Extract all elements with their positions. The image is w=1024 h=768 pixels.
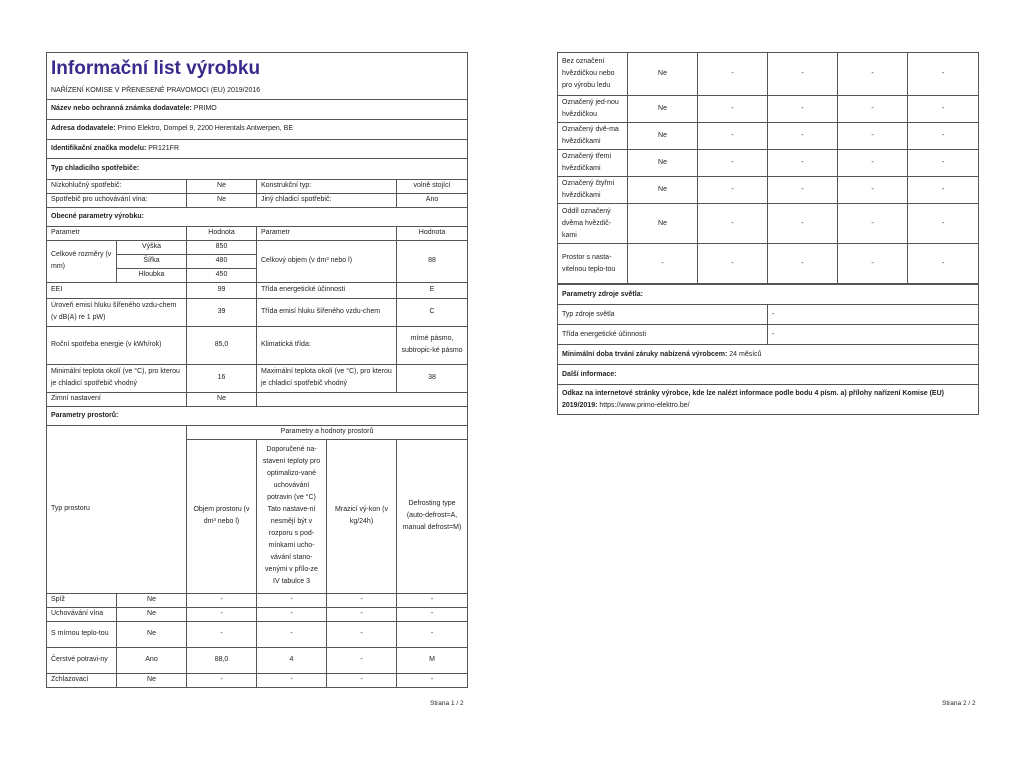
eei-value: 99 [187, 282, 257, 298]
volume-value: 88 [397, 240, 468, 282]
warranty-row: Minimální doba trvání záruky nabízená výrobcem: 24 měsíců [558, 345, 979, 365]
light-header: Parametry zdroje světla: [558, 285, 979, 305]
dimensions-label: Celkové rozměry (v mm) [47, 240, 117, 282]
compartment-header: Parametry prostorů: [47, 406, 468, 425]
manufacturer-link-row: Odkaz na internetové stránky výrobce, kde lze nalézt informace podle bodu 4 písm. a) přílohy nařízení Komise (EU) 2019/2019: https://www.primo-elektro.be/ [558, 385, 979, 415]
compartment-continuation-table [557, 52, 979, 284]
model-row: Identifikační značka modelu: PR121FR [47, 139, 468, 158]
annual-energy-label: Roční spotřeba energie (v kWh/rok) [47, 326, 187, 364]
compartment-row: Označený dvě-ma hvězdičkami Ne - - - - [558, 123, 979, 150]
supplier-address-row: Adresa dodavatele: Primo Elektro, Dompel 9, 2200 Herentals Antwerpen, BE [47, 119, 468, 139]
annual-energy-value: 85,0 [187, 326, 257, 364]
eei-label: EEI [47, 282, 187, 298]
light-type-value: - [768, 305, 979, 325]
general-column-headers: Parametr Hodnota Parametr Hodnota [47, 226, 468, 240]
type-row: Spotřebič pro uchovávání vína: Ne Jiný chladicí spotřebič: Ano [47, 193, 468, 207]
compartment-defrost-header: Defrosting type (auto-defrost=A, manual defrost=M) [397, 439, 468, 593]
depth-value: 450 [187, 268, 257, 282]
compartment-row: Spíž Ne - - - - [47, 593, 468, 607]
climate-label: Klimatická třída: [257, 326, 397, 364]
width-value: 480 [187, 254, 257, 268]
compartment-row: Oddíl označený dvěma hvězdič-kami Ne - - - - [558, 204, 979, 244]
max-temp-label: Maximální teplota okolí (ve °C), pro kterou je chladicí spotřebič vhodný [257, 364, 397, 392]
general-header: Obecné parametry výrobku: [47, 207, 468, 226]
compartment-row: Čerstvé potravi-ny Ano 88,0 4 - M [47, 647, 468, 673]
compartment-row: Uchovávání vína Ne - - - - [47, 607, 468, 621]
energy-class-value: E [397, 282, 468, 298]
compartment-row: Označený třemi hvězdičkami Ne - - - - [558, 150, 979, 177]
noise-class-value: C [397, 298, 468, 326]
compartment-temp-header: Doporučené na-stavení teploty pro optimalizo-vané uchovávání potravin (ve °C) Tato nastave-ní nesmějí být v rozporu s pod-mínkami ucho-vávání stano-venými v přílo-ze IV tabulce 3 [257, 439, 327, 593]
min-temp-value: 16 [187, 364, 257, 392]
max-temp-value: 38 [397, 364, 468, 392]
compartment-volume-header: Objem prostoru (v dm³ nebo l) [187, 439, 257, 593]
winter-value: Ne [187, 392, 257, 406]
type-header: Typ chladicího spotřebiče: [47, 158, 468, 179]
page-2 [557, 52, 978, 415]
light-type-label: Typ zdroje světla [558, 305, 768, 325]
volume-label: Celkový objem (v dm³ nebo l) [257, 240, 397, 282]
height-value: 850 [187, 240, 257, 254]
height-label: Výška [117, 240, 187, 254]
min-temp-label: Minimální teplota okolí (ve °C), pro kterou je chladicí spotřebič vhodný [47, 364, 187, 392]
compartment-row: Zchlazovací Ne - - - - [47, 673, 468, 687]
compartment-params-header: Parametry a hodnoty prostorů [187, 425, 468, 439]
compartment-row: Bez označení hvězdičkou nebo pro výrobu ledu Ne - - - - [558, 53, 979, 96]
page-1-footer: Strana 1 / 2 [430, 700, 464, 707]
light-class-value: - [768, 325, 979, 345]
noise-class-label: Třída emisí hluku šířeného vzdu-chem [257, 298, 397, 326]
depth-label: Hloubka [117, 268, 187, 282]
page-1 [46, 52, 467, 688]
other-info-label: Další informace: [558, 365, 979, 385]
energy-class-label: Třída energetické účinnosti [257, 282, 397, 298]
noise-label: Úroveň emisí hluku šířeného vzdu-chem (v dB(A) re 1 pW) [47, 298, 187, 326]
manufacturer-link[interactable]: https://www.primo-elektro.be/ [599, 401, 690, 409]
compartment-freeze-header: Mrazicí vý-kon (v kg/24h) [327, 439, 397, 593]
width-label: Šířka [117, 254, 187, 268]
compartment-row: Označený jed-nou hvězdičkou Ne - - - - [558, 96, 979, 123]
regulation-text: NAŘÍZENÍ KOMISE V PŘENESENÉ PRAVOMOCI (EU) 2019/2016 [47, 83, 468, 99]
light-source-table [557, 284, 979, 415]
page-2-footer: Strana 2 / 2 [942, 700, 976, 707]
supplier-name-row: Název nebo ochranná známka dodavatele: PRIMO [47, 99, 468, 119]
light-class-label: Třída energetické účinnosti [558, 325, 768, 345]
product-info-table [46, 52, 468, 688]
winter-label: Zimní nastavení [47, 392, 187, 406]
document-title: Informační list výrobku [47, 53, 468, 84]
climate-value: mírné pásmo, subtropic-ké pásmo [397, 326, 468, 364]
compartment-row: Prostor s nasta-vitelnou teplo-tou - - - - - [558, 244, 979, 284]
noise-value: 39 [187, 298, 257, 326]
type-row: Nízkohlučný spotřebič: Ne Konstrukční typ: volně stojící [47, 179, 468, 193]
compartment-type-label: Typ prostoru [47, 425, 187, 593]
compartment-row: S mírnou teplo-tou Ne - - - - [47, 621, 468, 647]
compartment-row: Označený čtyřmi hvězdičkami Ne - - - - [558, 177, 979, 204]
